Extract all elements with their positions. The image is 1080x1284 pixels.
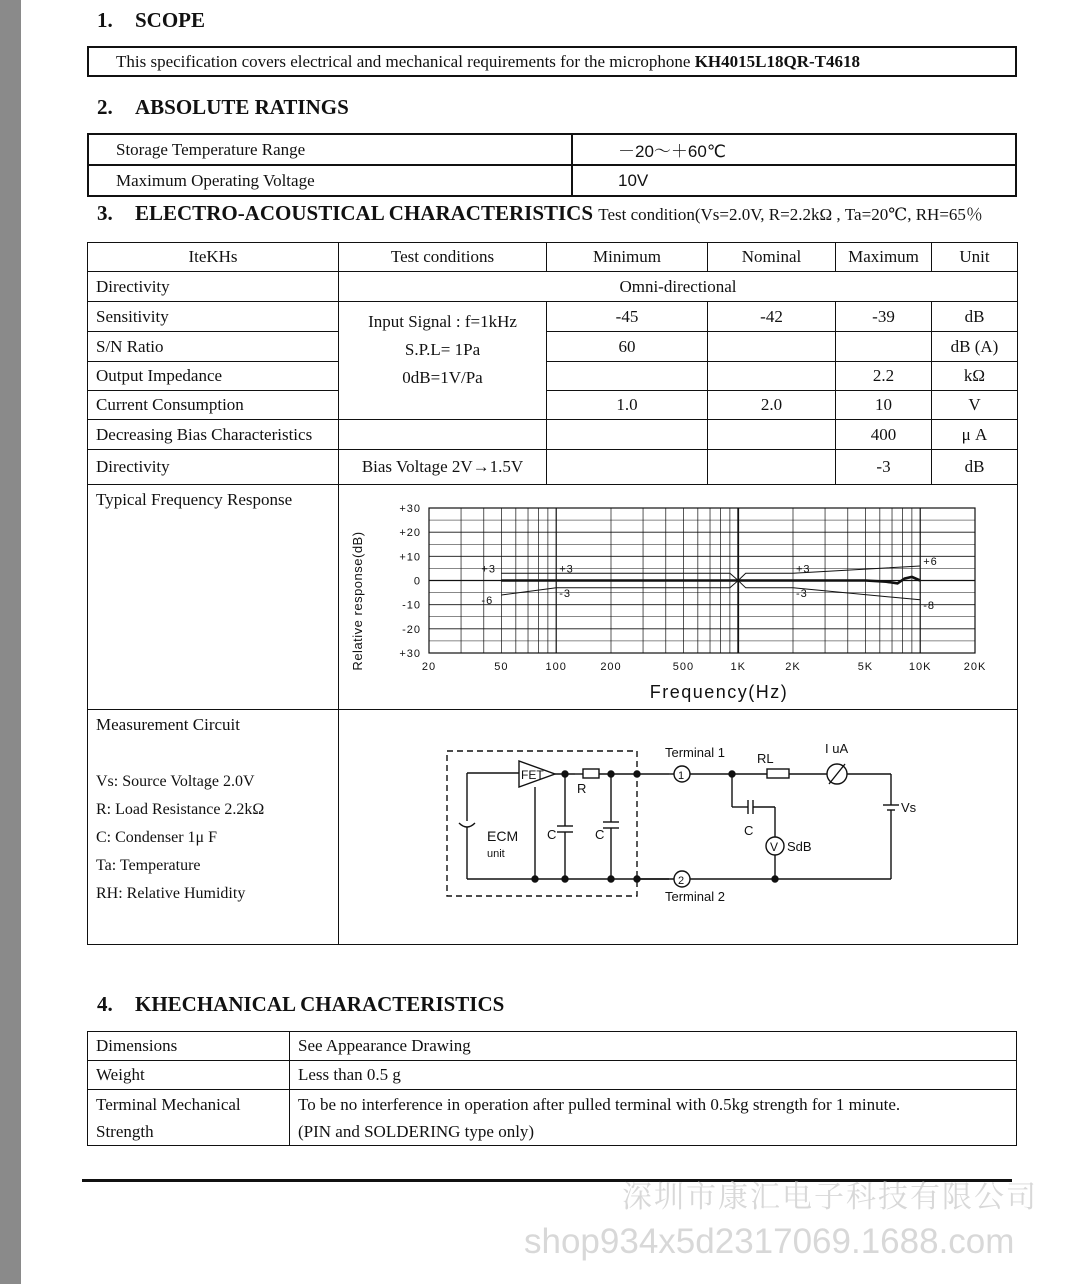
- table-row: [88, 1090, 1017, 1146]
- terminal-2-number: 2: [678, 874, 685, 887]
- junction-dot: [608, 771, 614, 777]
- terminal-1-label: Terminal 1: [665, 744, 725, 760]
- mech-label: [88, 1090, 290, 1146]
- mech-value-line: (PIN and SOLDERING type only): [298, 1121, 535, 1141]
- unit-cell: dB: [932, 450, 1018, 485]
- x-tick-label: 20: [421, 660, 437, 673]
- ecm-unit-label: unit: [487, 847, 505, 860]
- ratings-row: [88, 134, 1016, 165]
- circuit-label-cell: [88, 710, 339, 945]
- nom-cell: -42: [708, 302, 836, 332]
- tolerance-annotation: -3: [559, 587, 571, 600]
- nom-cell: 2.0: [708, 391, 836, 420]
- junction-dot: [608, 876, 614, 882]
- y-axis-label: Relative response(dB): [350, 530, 365, 671]
- x-tick-label: 2K: [785, 660, 801, 673]
- ecm-label: ECM: [487, 827, 519, 844]
- freq-chart-cell: [339, 485, 1018, 710]
- mech-value: See Appearance Drawing: [290, 1032, 1017, 1061]
- circuit-label: Measurement Circuit: [96, 715, 240, 734]
- x-axis-label: Frequency(Hz): [649, 681, 789, 702]
- ammeter-needle: [829, 764, 845, 784]
- voltmeter-v: V: [770, 839, 779, 854]
- unit-cell: dB: [932, 302, 1018, 332]
- c-label: C: [744, 822, 754, 838]
- max-cell: 10: [836, 391, 932, 420]
- test-cond-line: 0dB=1V/Pa: [402, 368, 483, 387]
- ammeter-label: I uA: [825, 740, 849, 756]
- mech-label-line: Strength: [96, 1121, 154, 1141]
- x-tick-label: 20K: [963, 660, 987, 673]
- table-row: [88, 450, 1018, 485]
- nom-cell: [708, 420, 836, 450]
- junction-dot: [634, 771, 640, 777]
- ratings-label: Storage Temperature Range: [88, 134, 572, 165]
- electro-header-row: [88, 243, 1018, 272]
- item-cell: Current Consumption: [88, 391, 339, 420]
- mech-label: Dimensions: [88, 1032, 290, 1061]
- circuit-cell: [339, 710, 1018, 945]
- table-row: [88, 420, 1018, 450]
- table-row: [88, 391, 1018, 420]
- test-cond-line: S.P.L= 1Pa: [404, 340, 481, 359]
- table-row: [88, 272, 1018, 302]
- table-row: [88, 362, 1018, 391]
- unit-cell: V: [932, 391, 1018, 420]
- section-3-heading: 3. ELECTRO-ACOUSTICAL CHARACTERISTICS Test condition(Vs=2.0V, R=2.2kΩ , Ta=20℃, RH=65％: [97, 201, 983, 225]
- legend-line: Ta: Temperature: [96, 857, 201, 874]
- y-tick-label: -10: [402, 599, 421, 612]
- min-cell: [547, 362, 708, 391]
- ratings-value: －20～＋60℃: [572, 134, 1016, 165]
- col-header: IteKHs: [88, 243, 339, 272]
- x-tick-label: 1K: [730, 660, 746, 673]
- scope-text: This specification covers electrical and mechanical requirements for the microphone: [116, 52, 695, 71]
- y-tick-label: -20: [402, 623, 421, 636]
- x-tick-labels: [422, 661, 986, 673]
- item-cell: Output Impedance: [88, 362, 339, 391]
- model-number: KH4015L18QR-T4618: [694, 52, 860, 71]
- c1-label: C: [547, 826, 557, 842]
- y-tick-label: +20: [399, 526, 421, 539]
- r-label: R: [577, 780, 587, 796]
- min-cell: -45: [547, 302, 708, 332]
- tolerance-annotation: +3: [559, 562, 574, 575]
- unit-cell: kΩ: [932, 362, 1018, 391]
- item-cell: Decreasing Bias Characteristics: [88, 420, 339, 450]
- response-curve: [501, 576, 920, 583]
- tolerance-annotation: -6: [481, 594, 494, 607]
- x-tick-label: 200: [600, 660, 622, 673]
- junction-dot: [562, 876, 568, 882]
- fet-label: FET: [521, 767, 544, 782]
- y-tick-label: +10: [399, 550, 421, 563]
- x-tick-label: 500: [672, 660, 695, 673]
- left-margin-bar: [0, 0, 21, 1284]
- resistor-icon: [583, 769, 599, 778]
- tolerance-annotation: +3: [481, 562, 496, 575]
- item-cell: Directivity: [88, 272, 339, 302]
- legend-line: R: Load Resistance 2.2kΩ: [96, 801, 265, 818]
- watermark-company: 深圳市康汇电子科技有限公司: [622, 1181, 1038, 1214]
- rl-label: RL: [757, 750, 774, 766]
- response-line: [501, 576, 920, 583]
- tolerance-annotation: -8: [923, 599, 935, 612]
- mech-table: [87, 1031, 1017, 1146]
- watermark-shop: shop934x5d2317069.1688.com: [524, 1222, 1015, 1261]
- circuit-row: [88, 710, 1018, 945]
- chart-annotations: [481, 556, 937, 612]
- nom-cell: [708, 332, 836, 362]
- terminal-2-label: Terminal 2: [665, 888, 725, 904]
- section-1-heading: 1. SCOPE: [97, 8, 206, 32]
- legend-line: Vs: Source Voltage 2.0V: [96, 773, 255, 790]
- max-cell: [836, 332, 932, 362]
- c2-label: C: [595, 826, 605, 842]
- load-resistor-icon: [767, 769, 789, 778]
- col-header: Unit: [932, 243, 1018, 272]
- max-cell: -39: [836, 302, 932, 332]
- junction-dot: [562, 771, 568, 777]
- ecm-capsule-icon: [459, 823, 475, 827]
- unit-cell: dB (A): [932, 332, 1018, 362]
- y-tick-label: +30: [399, 502, 421, 515]
- section-2-heading: 2. ABSOLUTE RATINGS: [97, 95, 349, 119]
- cond-cell: [339, 420, 547, 450]
- item-cell: Directivity: [88, 450, 339, 485]
- mech-label: Weight: [88, 1061, 290, 1090]
- omni-cell: Omni-directional: [339, 272, 1018, 302]
- electro-table: [87, 242, 1018, 945]
- item-cell: S/N Ratio: [88, 332, 339, 362]
- item-cell: Sensitivity: [88, 302, 339, 332]
- y-tick-labels: [399, 503, 421, 660]
- y-tick-label: +30: [399, 647, 421, 660]
- max-cell: -3: [836, 450, 932, 485]
- min-cell: [547, 450, 708, 485]
- test-conditions-cell: [339, 302, 547, 420]
- x-tick-label: 100: [545, 660, 567, 673]
- cond-cell: Bias Voltage 2V→1.5V: [339, 450, 547, 485]
- ratings-row: [88, 165, 1016, 196]
- unit-cell: μ A: [932, 420, 1018, 450]
- nom-cell: [708, 362, 836, 391]
- max-cell: 2.2: [836, 362, 932, 391]
- mech-value: [290, 1090, 1017, 1146]
- terminal-1-number: 1: [678, 769, 685, 782]
- x-tick-label: 10K: [908, 660, 932, 673]
- ratings-label: Maximum Operating Voltage: [88, 165, 572, 196]
- ratings-value: 10V: [572, 165, 1016, 196]
- vs-label: Vs: [901, 799, 917, 815]
- freq-label: Typical Frequency Response: [88, 485, 339, 710]
- mech-value: Less than 0.5 g: [290, 1061, 1017, 1090]
- col-header: Minimum: [547, 243, 708, 272]
- min-cell: 1.0: [547, 391, 708, 420]
- min-cell: 60: [547, 332, 708, 362]
- ratings-table: [87, 133, 1017, 197]
- freq-row: [88, 485, 1018, 710]
- scope-box: [87, 46, 1017, 77]
- col-header: Nominal: [708, 243, 836, 272]
- mech-label-line: Terminal Mechanical: [96, 1094, 241, 1114]
- x-tick-label: 5K: [857, 660, 874, 673]
- tolerance-annotation: -3: [796, 587, 808, 600]
- tolerance-annotation: +6: [923, 555, 938, 568]
- col-header: Test conditions: [339, 243, 547, 272]
- table-row: [88, 332, 1018, 362]
- test-condition: Test condition(Vs=2.0V, R=2.2kΩ , Ta=20℃, RH=65％: [598, 205, 983, 224]
- y-tick-label: 0: [413, 575, 421, 587]
- tolerance-annotation: +3: [796, 562, 811, 575]
- table-row: [88, 302, 1018, 332]
- min-cell: [547, 420, 708, 450]
- col-header: Maximum: [836, 243, 932, 272]
- section-4-heading: 4. KHECHANICAL CHARACTERISTICS: [97, 992, 505, 1016]
- table-row: [88, 1061, 1017, 1090]
- x-tick-label: 50: [494, 660, 509, 673]
- nom-cell: [708, 450, 836, 485]
- max-cell: 400: [836, 420, 932, 450]
- measurement-circuit: [339, 711, 1015, 944]
- legend-line: C: Condenser 1μ F: [96, 829, 218, 846]
- frequency-response-chart: [339, 486, 1015, 709]
- table-row: [88, 1032, 1017, 1061]
- sdb-label: SdB: [787, 838, 812, 854]
- legend-line: RH: Relative Humidity: [96, 885, 246, 902]
- test-cond-line: Input Signal : f=1kHz: [368, 312, 517, 331]
- mech-value-line: To be no interference in operation after pulled terminal with 0.5kg strength for 1 minute.: [298, 1094, 901, 1114]
